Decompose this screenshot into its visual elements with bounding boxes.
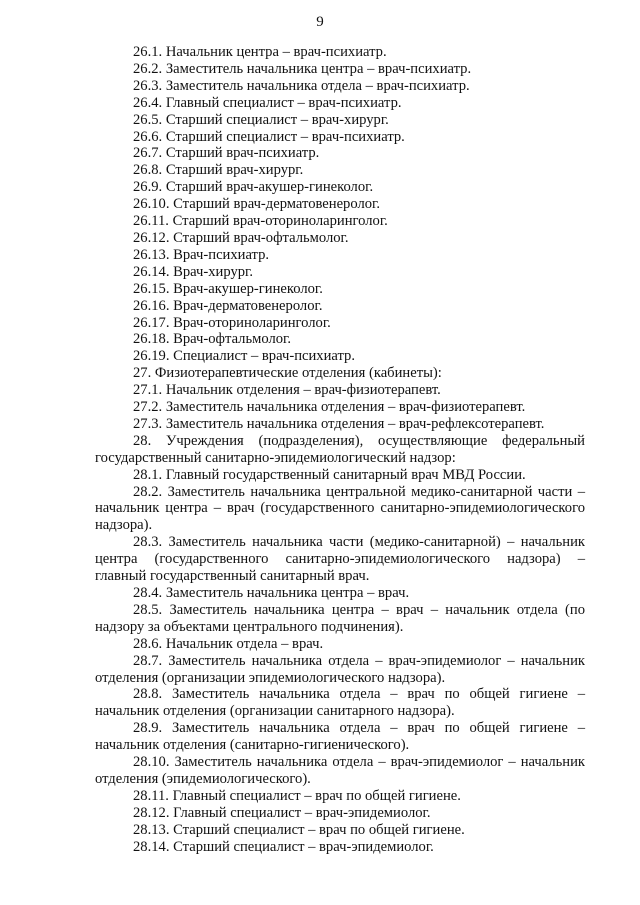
paragraph: 26.16. Врач-дерматовенеролог. [133, 297, 323, 314]
paragraph: 28.2. Заместитель начальника центральной медико-санитарной части – начальник центра – врач (государственного санитарно-эпидемиологического надзора). [95, 483, 585, 534]
paragraph: 26.15. Врач-акушер-гинеколог. [133, 280, 323, 297]
paragraph: 26.12. Старший врач-офтальмолог. [133, 229, 349, 246]
paragraph: 26.5. Старший специалист – врач-хирург. [133, 111, 389, 128]
paragraph: 27.1. Начальник отделения – врач-физиотерапевт. [133, 382, 441, 399]
paragraph: 26.17. Врач-оториноларинголог. [133, 314, 331, 331]
paragraph: 28.1. Главный государственный санитарный врач МВД России. [133, 466, 526, 483]
paragraph: 26.2. Заместитель начальника центра – врач-психиатр. [133, 60, 472, 77]
paragraph: 26.9. Старший врач-акушер-гинеколог. [133, 179, 374, 196]
paragraph: 26.6. Старший специалист – врач-психиатр. [133, 128, 405, 145]
paragraph: 28.14. Старший специалист – врач-эпидемиолог. [133, 838, 434, 855]
page-number: 9 [316, 14, 324, 30]
paragraph: 28.3. Заместитель начальника части (медико-санитарной) – начальник центра (государственного санитарно-эпидемиологического надзора) – главный государственный санитарный врач. [95, 534, 585, 585]
paragraph: 26.11. Старший врач-оториноларинголог. [133, 213, 388, 230]
paragraph: 28.11. Главный специалист – врач по общей гигиене. [133, 787, 461, 804]
paragraph: 26.7. Старший врач-психиатр. [133, 145, 320, 162]
paragraph: 28.13. Старший специалист – врач по общей гигиене. [133, 821, 465, 838]
paragraph: 26.13. Врач-психиатр. [133, 246, 270, 263]
section-heading: 28. Учреждения (подразделения), осуществляющие федеральный государственный санитарно-эпидемиологический надзор: [95, 432, 585, 466]
paragraph: 28.6. Начальник отдела – врач. [133, 635, 324, 652]
paragraph: 28.10. Заместитель начальника отдела – врач-эпидемиолог – начальник отделения (эпидемиологического). [95, 754, 585, 787]
paragraph: 26.1. Начальник центра – врач-психиатр. [133, 44, 387, 60]
paragraph: 26.19. Специалист – врач-психиатр. [133, 348, 356, 365]
paragraph: 26.18. Врач-офтальмолог. [133, 331, 292, 348]
paragraph: 28.7. Заместитель начальника отдела – врач-эпидемиолог – начальник отделения (организации эпидемиологического надзора). [95, 652, 585, 686]
paragraph: 27.2. Заместитель начальника отделения – врач-физиотерапевт. [133, 399, 526, 416]
document-body [95, 44, 585, 856]
paragraph: 28.5. Заместитель начальника центра – врач – начальник отдела (по надзору за объектами центрального подчинения). [95, 601, 585, 635]
section-heading: 27. Физиотерапевтические отделения (кабинеты): [133, 365, 442, 382]
paragraph: 28.9. Заместитель начальника отдела – врач по общей гигиене – начальник отделения (санитарно-гигиенического). [95, 720, 585, 754]
paragraph: 26.14. Врач-хирург. [133, 263, 254, 280]
paragraph: 27.3. Заместитель начальника отделения – врач-рефлексотерапевт. [133, 415, 545, 432]
paragraph: 28.4. Заместитель начальника центра – врач. [133, 585, 410, 601]
paragraph: 26.4. Главный специалист – врач-психиатр. [133, 94, 402, 111]
paragraph: 26.10. Старший врач-дерматовенеролог. [133, 196, 381, 213]
paragraph: 28.8. Заместитель начальника отдела – врач по общей гигиене – начальник отделения (организации санитарного надзора). [95, 686, 585, 720]
paragraph: 26.3. Заместитель начальника отдела – врач-психиатр. [133, 77, 470, 94]
paragraph: 26.8. Старший врач-хирург. [133, 162, 304, 179]
paragraph: 28.12. Главный специалист – врач-эпидемиолог. [133, 804, 431, 821]
